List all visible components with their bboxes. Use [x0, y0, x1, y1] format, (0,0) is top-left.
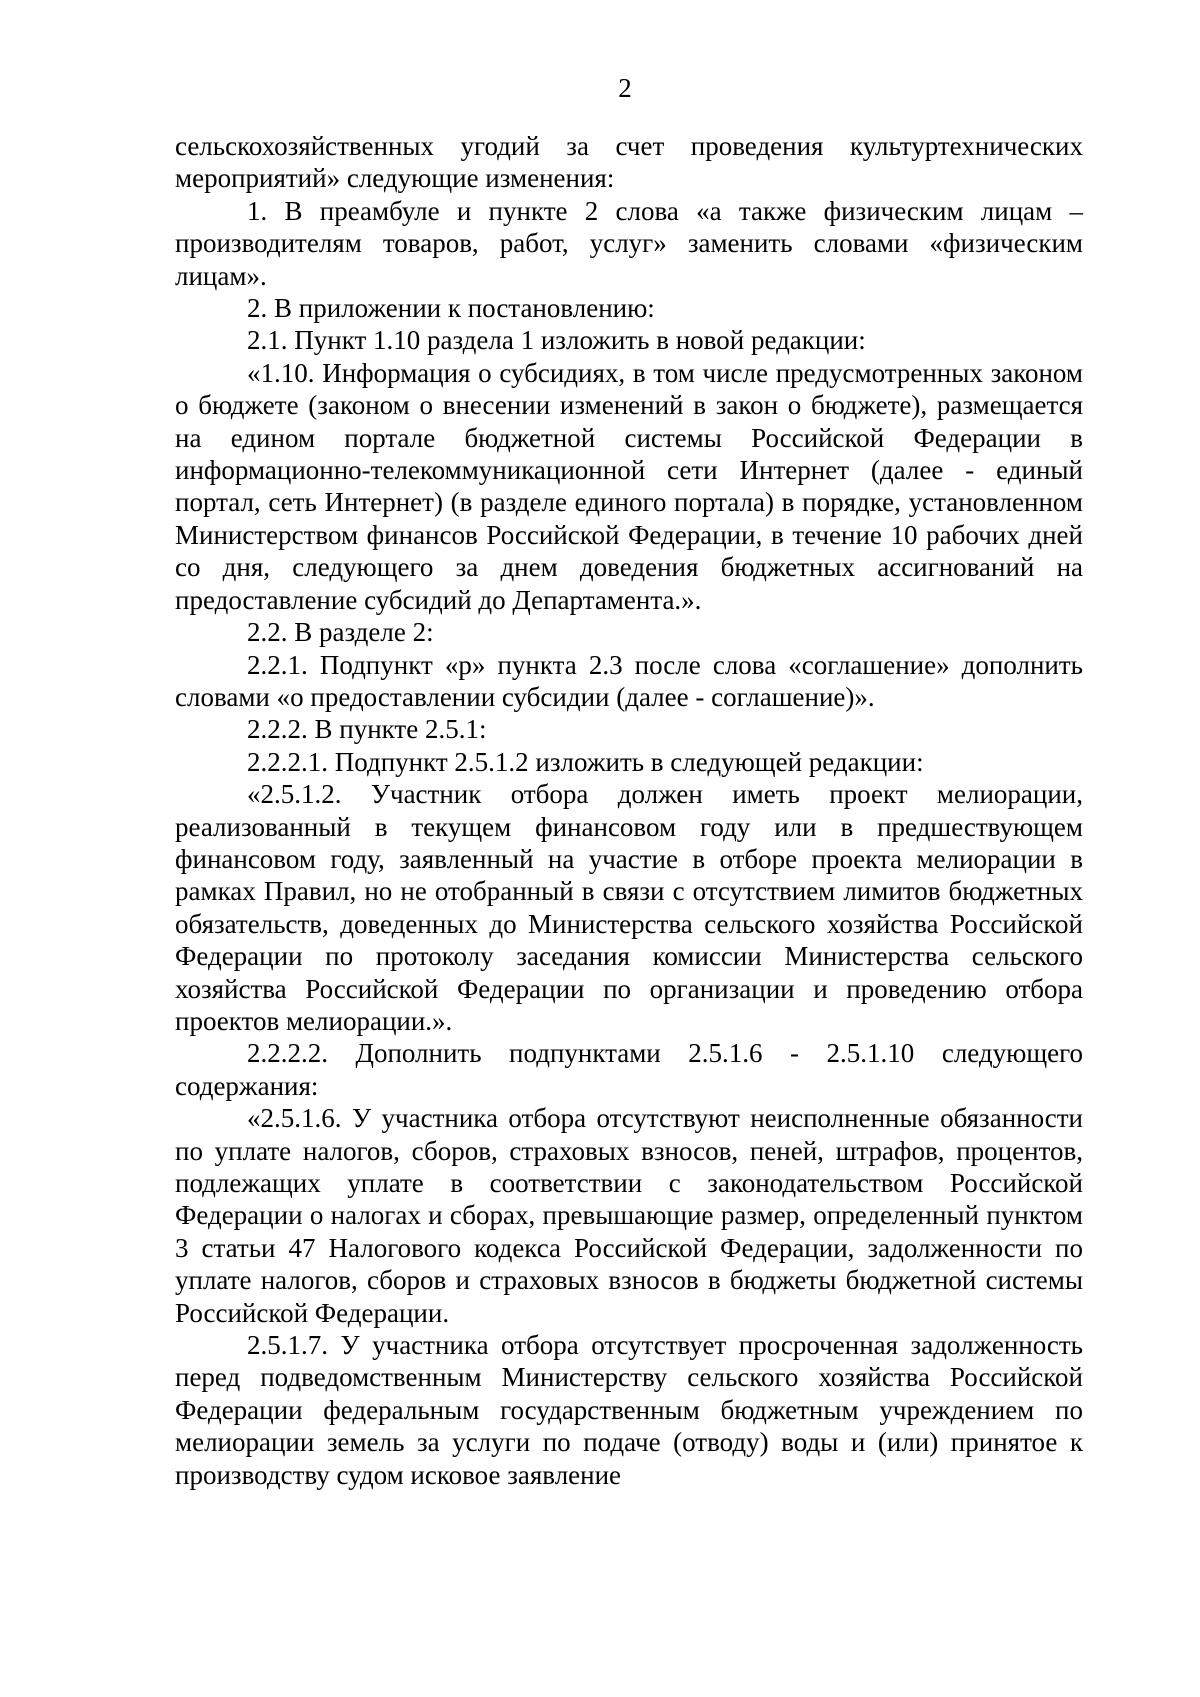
paragraph-item-1: 1. В преамбуле и пункте 2 слова «а также физическим лицам – производителям товаров, работ, услуг» заменить словами «физическим лицам». — [175, 195, 1083, 291]
paragraph-item-2-2-1: 2.2.1. Подпункт «р» пункта 2.3 после слова «соглашение» дополнить словами «о предоставлении субсидии (далее - соглашение)». — [175, 649, 1083, 712]
document-body — [175, 130, 1083, 1491]
paragraph-quote-2-5-1-2: «2.5.1.2. Участник отбора должен иметь проект мелиорации, реализованный в текущем финансовом году или в предшествующем финансовом году, заявленный на участие в отборе проекта мелиорации в рамках Правил, но не отобранный в связи с отсутствием лимитов бюджетных обязательств, доведенных до Министерства сельского хозяйства Российской Федерации по протоколу заседания комиссии Министерства сельского хозяйства Российской Федерации по организации и проведению отбора проектов мелиорации.». — [175, 779, 1083, 1036]
paragraph-item-2: 2. В приложении к постановлению: — [247, 293, 655, 324]
paragraph-item-2-1: 2.1. Пункт 1.10 раздела 1 изложить в новой редакции: — [247, 325, 866, 356]
paragraph-item-2-2: 2.2. В разделе 2: — [247, 617, 434, 648]
page-number: 2 — [618, 73, 632, 103]
paragraph-continuation: сельскохозяйственных угодий за счет проведения культуртехнических мероприятий» следующие изменения: — [175, 131, 1083, 194]
paragraph-item-2-2-2-2: 2.2.2.2. Дополнить подпунктами 2.5.1.6 - 2.5.1.10 следующего содержания: — [175, 1038, 1083, 1101]
paragraph-quote-2-5-1-6: «2.5.1.6. У участника отбора отсутствуют неисполненные обязанности по уплате налогов, сборов, страховых взносов, пеней, штрафов, процентов, подлежащих уплате в соответствии с законодательством Российской Федерации о налогах и сборах, превышающие размер, определенный пунктом 3 статьи 47 Налогового кодекса Российской Федерации, задолженности по уплате налогов, сборов и страховых взносов в бюджеты бюджетной системы Российской Федерации. — [175, 1103, 1083, 1328]
paragraph-item-2-2-2-1: 2.2.2.1. Подпункт 2.5.1.2 изложить в следующей редакции: — [247, 746, 924, 777]
paragraph-2-5-1-7: 2.5.1.7. У участника отбора отсутствует просроченная задолженность перед подведомственным Министерству сельского хозяйства Российской Федерации федеральным государственным бюджетным учреждением по мелиорации земель за услуги по подаче (отводу) воды и (или) принятое к производству судом исковое заявление — [175, 1330, 1083, 1490]
paragraph-quote-1-10: «1.10. Информация о субсидиях, в том числе предусмотренных законом о бюджете (законом о внесении изменений в закон о бюджете), размещается на едином портале бюджетной системы Российской Федерации в информационно-телекоммуникационной сети Интернет (далее - единый портал, сеть Интернет) (в разделе единого портала) в порядке, установленном Министерством финансов Российской Федерации, в течение 10 рабочих дней со дня, следующего за днем доведения бюджетных ассигнований на предоставление субсидий до Департамента.». — [175, 357, 1083, 615]
paragraph-item-2-2-2: 2.2.2. В пункте 2.5.1: — [247, 714, 487, 745]
